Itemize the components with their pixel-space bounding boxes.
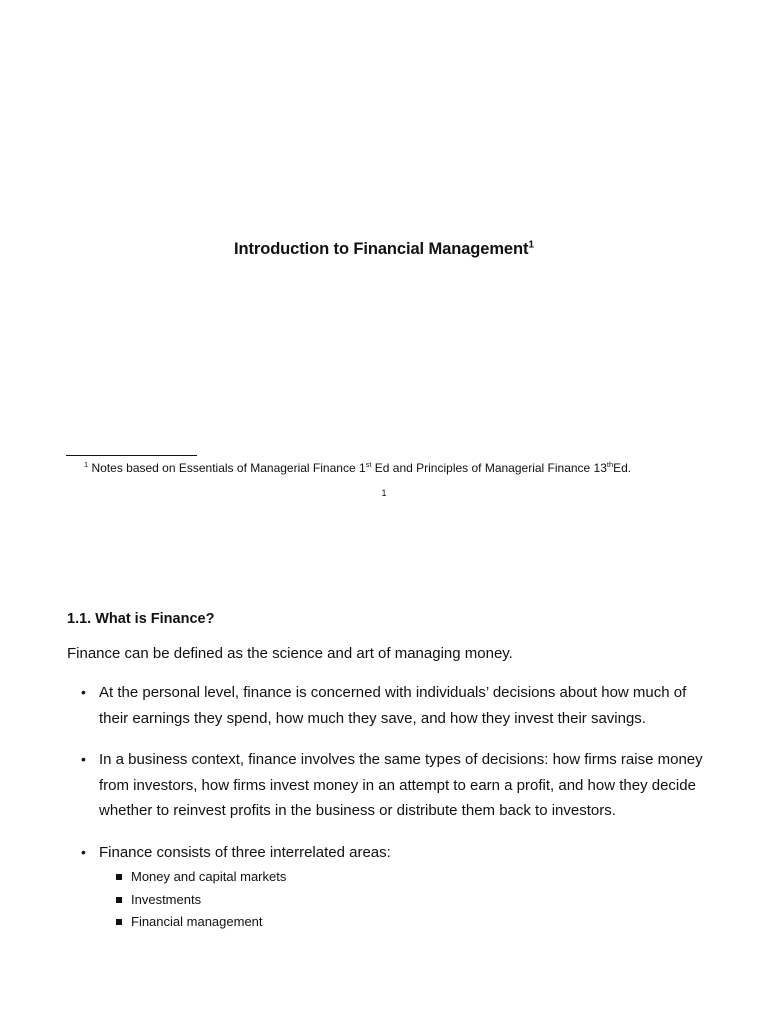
bullet-icon: • — [81, 684, 86, 700]
footnote-text-c: Ed. — [613, 461, 632, 475]
sub-item-text: Money and capital markets — [131, 869, 287, 884]
bullet-icon: • — [81, 751, 86, 767]
sub-item-text: Financial management — [131, 914, 263, 929]
intro-paragraph: Finance can be defined as the science and art of managing money. — [67, 645, 513, 662]
bullet-item-areas — [67, 840, 717, 934]
bullet-item-business — [67, 747, 717, 824]
document-title — [0, 240, 768, 259]
square-bullet-icon — [116, 874, 122, 880]
sub-list — [99, 866, 717, 934]
bullet-icon: • — [81, 843, 86, 860]
footnote-text-a: Notes based on Essentials of Managerial Finance 1 — [88, 461, 366, 475]
footnote — [84, 461, 631, 475]
page-number: 1 — [381, 488, 387, 498]
footnote-marker: 1 — [84, 460, 89, 469]
square-bullet-icon — [116, 919, 122, 925]
section-heading: 1.1. What is Finance? — [67, 611, 215, 627]
sub-item-financial-management — [99, 911, 717, 934]
bullet-text: In a business context, finance involves the same types of decisions: how firms raise money from investors, how firms invest money in an attempt to earn a profit, and how they decide whether to reinvest profits in the business or distribute them back to investors. — [99, 751, 703, 819]
bullet-text: Finance consists of three interrelated areas: — [99, 843, 391, 861]
bullet-text: At the personal level, finance is concerned with individuals’ decisions about how much of their earnings they spend, how much they save, and how they invest their savings. — [99, 684, 687, 727]
footnote-sup-st: st — [365, 460, 372, 469]
title-footnote-ref: 1 — [528, 239, 534, 251]
footnote-separator — [66, 455, 197, 456]
bullet-item-personal — [67, 680, 717, 731]
document-title-text: Introduction to Financial Management — [234, 240, 529, 258]
sub-item-investments — [99, 889, 717, 912]
footnote-sup-th: th — [606, 460, 614, 469]
sub-item-money-markets — [99, 866, 717, 889]
square-bullet-icon — [116, 897, 122, 903]
bullet-list — [67, 680, 717, 950]
sub-item-text: Investments — [131, 891, 202, 907]
footnote-text-b: Ed and Principles of Managerial Finance 13 — [371, 461, 607, 475]
